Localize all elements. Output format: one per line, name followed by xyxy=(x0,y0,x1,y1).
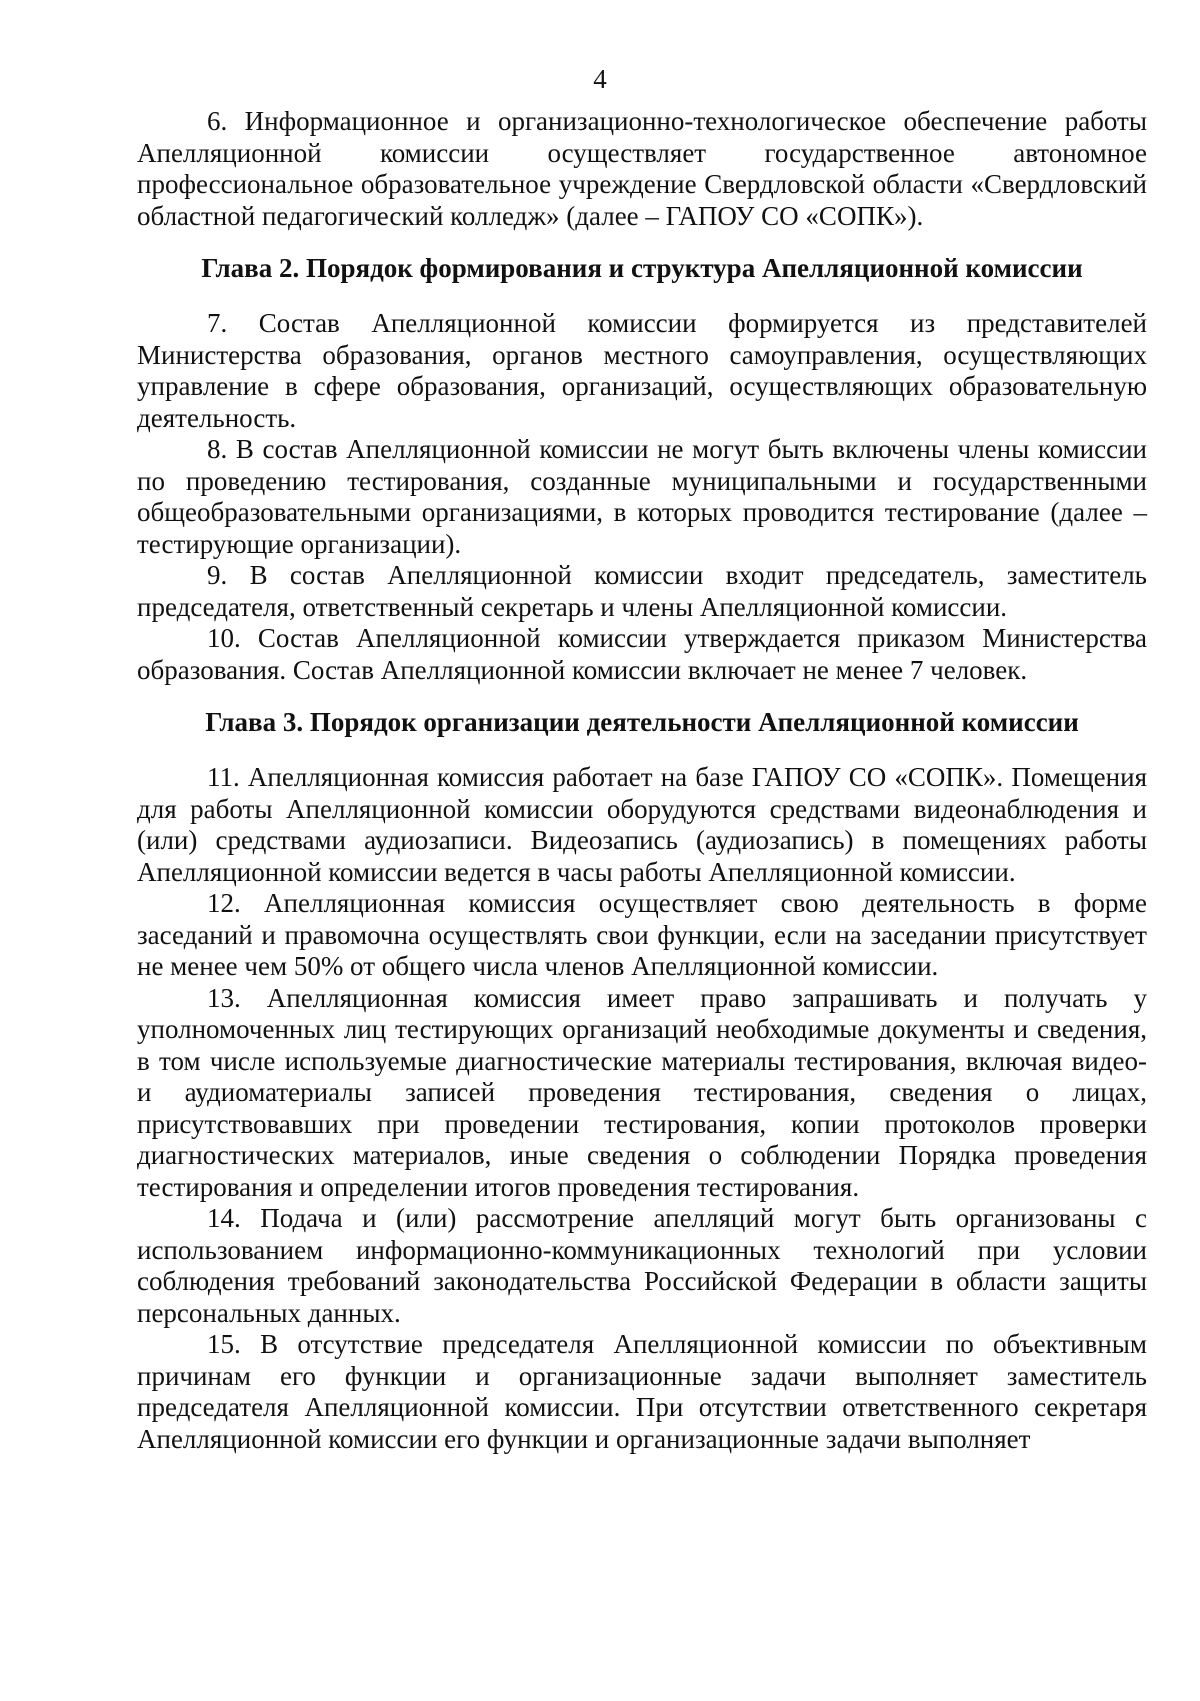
paragraph-13: 13. Апелляционная комиссия имеет право запрашивать и получать у уполномоченных лиц тестирующих организаций необходимые документы и сведения, в том числе используемые диагностические материалы тестирования, включая видео- и аудиоматериалы записей проведения тестирования, сведения о лицах, присутствовавших при проведении тестирования, копии протоколов проверки диагностических материалов, иные сведения о соблюдении Порядка проведения тестирования и определении итогов проведения тестирования. xyxy=(137,982,1147,1202)
paragraph-14: 14. Подача и (или) рассмотрение апелляций могут быть организованы с использованием информационно-коммуникационных технологий при условии соблюдения требований законодательства Российской Федерации в области защиты персональных данных. xyxy=(137,1203,1147,1328)
chapter-2-heading: Глава 2. Порядок формирования и структура Апелляционной комиссии xyxy=(201,253,1083,283)
page-number: 4 xyxy=(593,64,607,94)
paragraph-9: 9. В состав Апелляционной комиссии входит председатель, заместитель председателя, ответственный секретарь и члены Апелляционной комиссии. xyxy=(137,560,1147,622)
paragraph-10: 10. Состав Апелляционной комиссии утверждается приказом Министерства образования. Состав Апелляционной комиссии включает не менее 7 человек. xyxy=(137,623,1147,685)
document-body xyxy=(137,106,1147,1455)
chapter-3-heading: Глава 3. Порядок организации деятельности Апелляционной комиссии xyxy=(205,707,1079,737)
paragraph-7: 7. Состав Апелляционной комиссии формируется из представителей Министерства образования, органов местного самоуправления, осуществляющих управление в сфере образования, организаций, осуществляющих образовательную деятельность. xyxy=(137,308,1147,433)
paragraph-15: 15. В отсутствие председателя Апелляционной комиссии по объективным причинам его функции и организационные задачи выполняет заместитель председателя Апелляционной комиссии. При отсутствии ответственного секретаря Апелляционной комиссии его функции и организационные задачи выполняет xyxy=(137,1329,1147,1454)
paragraph-8: 8. В состав Апелляционной комиссии не могут быть включены члены комиссии по проведению тестирования, созданные муниципальными и государственными общеобразовательными организациями, в которых проводится тестирование (далее – тестирующие организации). xyxy=(137,434,1147,559)
paragraph-6: 6. Информационное и организационно-технологическое обеспечение работы Апелляционной комиссии осуществляет государственное автономное профессиональное образовательное учреждение Свердловской области «Свердловский областной педагогический колледж» (далее – ГАПОУ СО «СОПК»). xyxy=(137,106,1147,231)
paragraph-11: 11. Апелляционная комиссия работает на базе ГАПОУ СО «СОПК». Помещения для работы Апелляционной комиссии оборудуются средствами видеонаблюдения и (или) средствами аудиозаписи. Видеозапись (аудиозапись) в помещениях работы Апелляционной комиссии ведется в часы работы Апелляционной комиссии. xyxy=(137,762,1147,887)
paragraph-12: 12. Апелляционная комиссия осуществляет свою деятельность в форме заседаний и правомочна осуществлять свои функции, если на заседании присутствует не менее чем 50% от общего числа членов Апелляционной комиссии. xyxy=(137,888,1147,981)
